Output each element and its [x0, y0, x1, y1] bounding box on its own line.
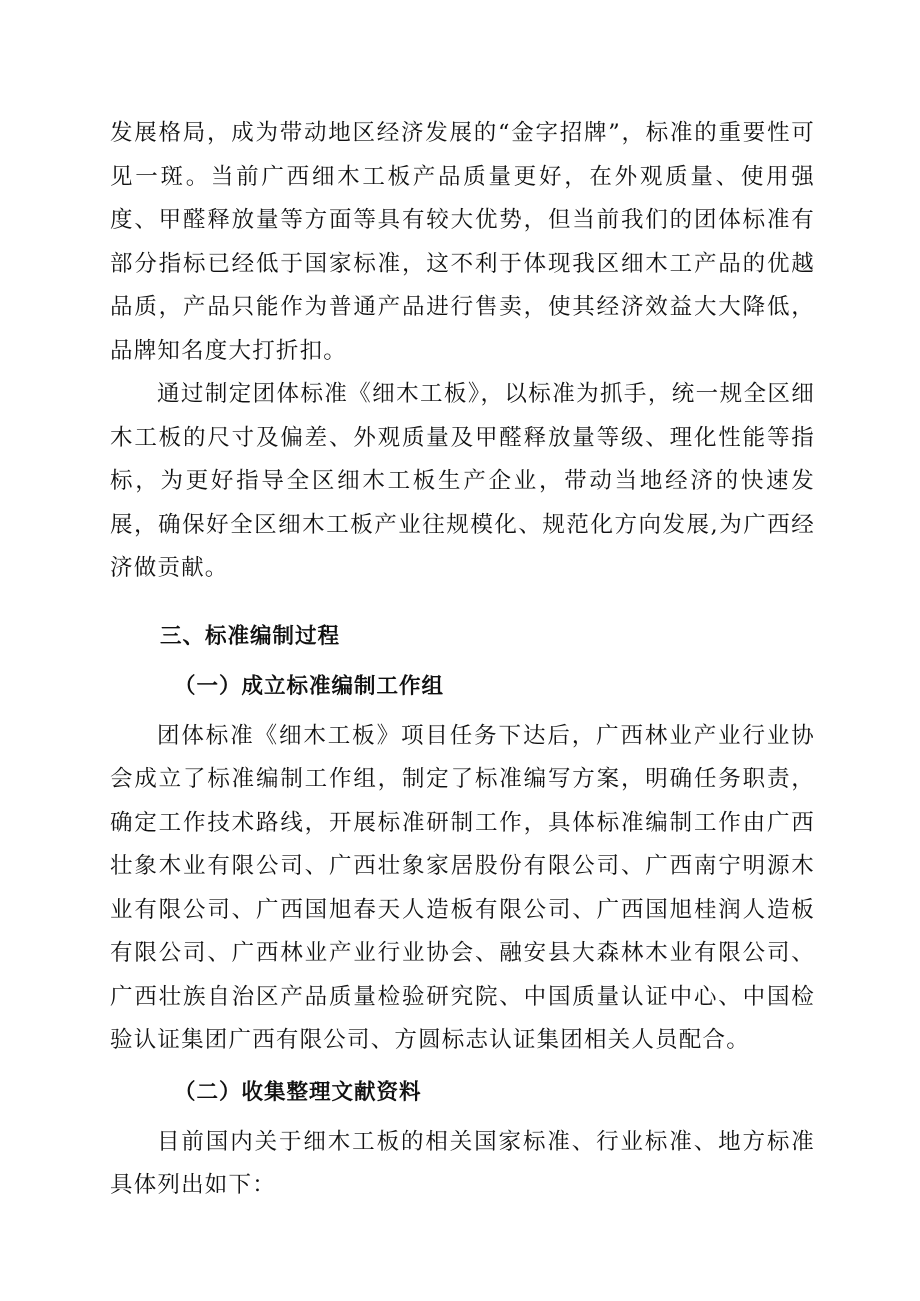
section-heading-compilation-process: 三、标准编制过程	[160, 623, 341, 649]
subheading-literature-collection: （二）收集整理文献资料	[174, 1079, 422, 1105]
paragraph-development-pattern: 发展格局，成为带动地区经济发展的“金字招牌”，标准的重要性可见一斑。当前广西细木工板产品质量更好，在外观质量、使用强度、甲醛释放量等方面等具有较大优势，但当前我们的团体标准有部分指标已经低于国家标准，这不利于体现我区细木工产品的优越品质，产品只能作为普通产品进行售卖，使其经济效益大大降低，品牌知名度大打折扣。	[110, 120, 815, 364]
paragraph-standard-purpose: 通过制定团体标准《细木工板》，以标准为抓手，统一规全区细木工板的尺寸及偏差、外观质量及甲醛释放量等级、理化性能等指标，为更好指导全区细木工板生产企业，带动当地经济的快速发展，确保好全区细木工板产业往规模化、规范化方向发展,为广西经济做贡献。	[110, 381, 815, 581]
subheading-working-group: （一）成立标准编制工作组	[174, 673, 445, 699]
document-page	[110, 112, 815, 1208]
paragraph-working-group: 团体标准《细木工板》项目任务下达后，广西林业产业行业协会成立了标准编制工作组，制定了标准编写方案，明确任务职责，确定工作技术路线，开展标准研制工作，具体标准编制工作由广西壮象木业有限公司、广西壮象家居股份有限公司、广西南宁明源木业有限公司、广西国旭春天人造板有限公司、广西国旭桂润人造板有限公司、广西林业产业行业协会、融安县大森林木业有限公司、广西壮族自治区产品质量检验研究院、中国质量认证中心、中国检验认证集团广西有限公司、方圆标志认证集团相关人员配合。	[110, 722, 815, 1053]
paragraph-standards-list-intro: 目前国内关于细木工板的相关国家标准、行业标准、地方标准具体列出如下：	[110, 1128, 815, 1198]
